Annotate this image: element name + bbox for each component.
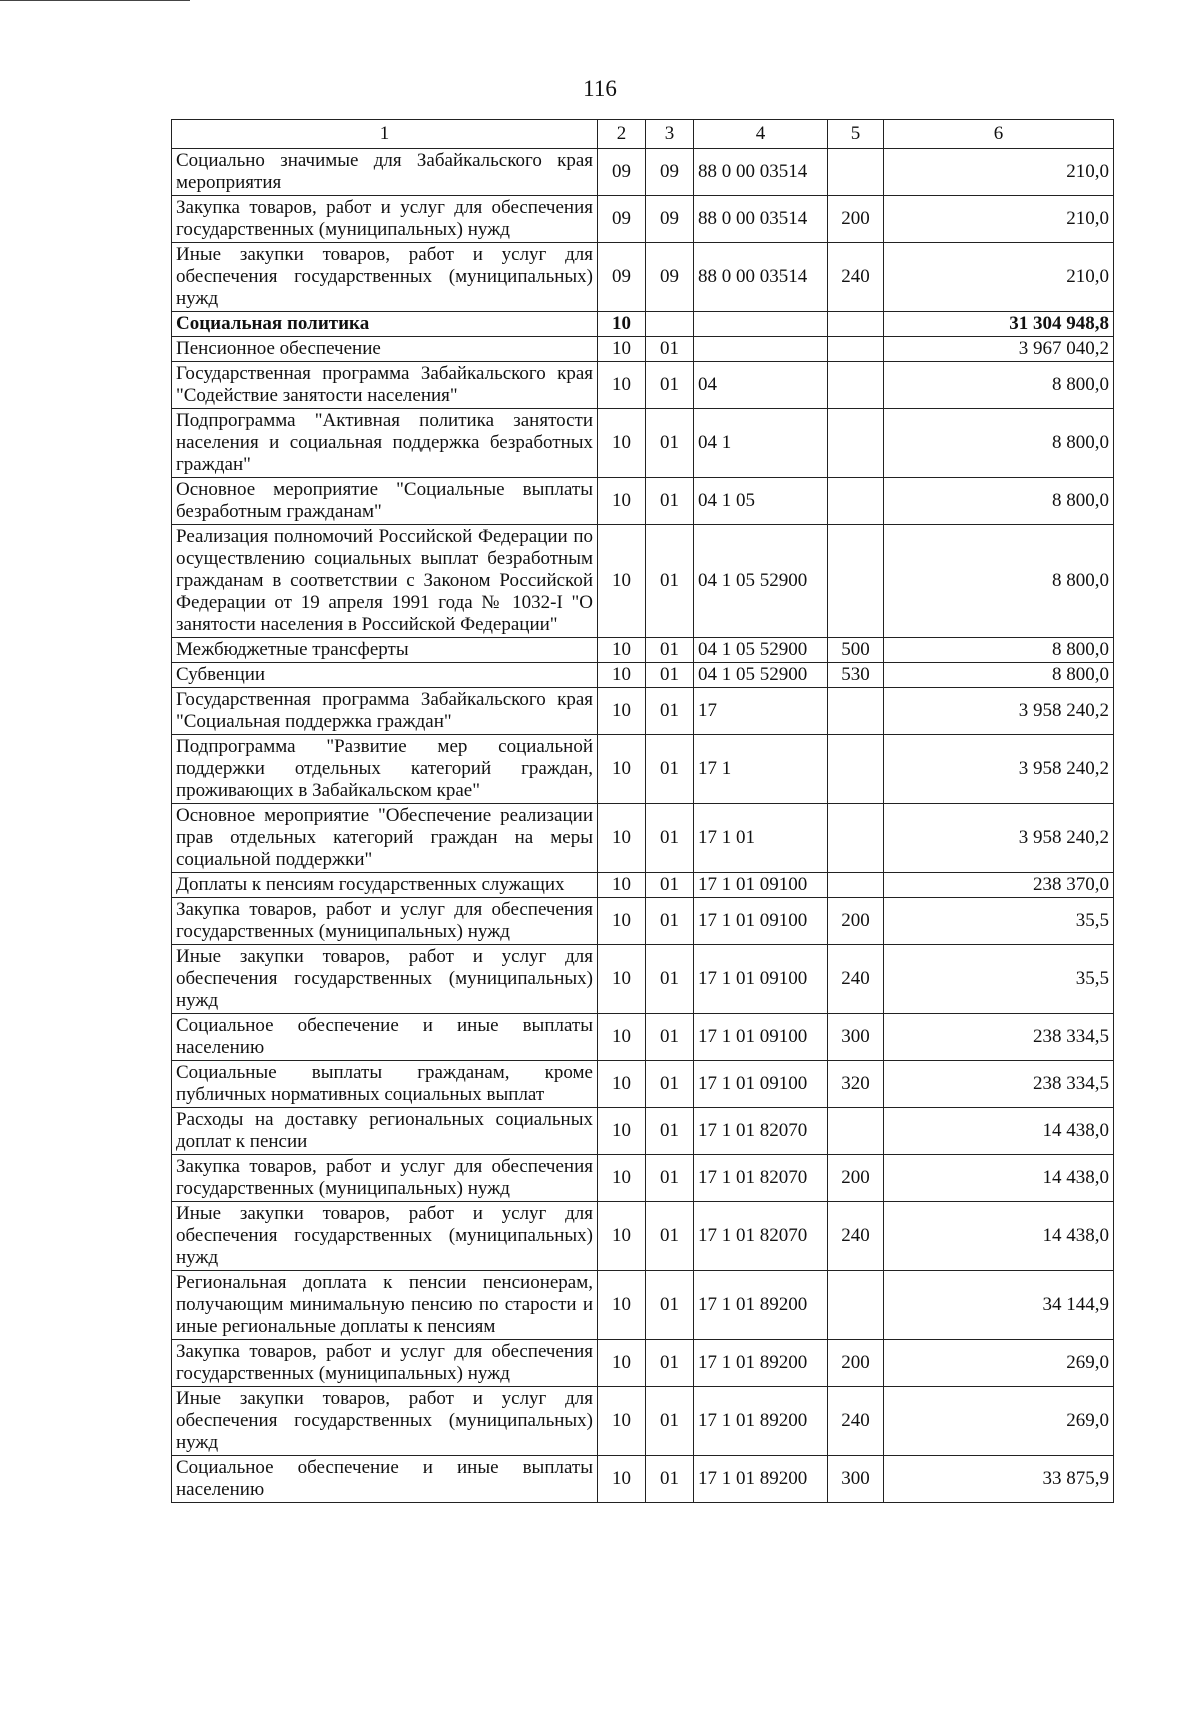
table-row (172, 196, 1114, 243)
target-article-cell: 17 1 01 89200 (694, 1387, 828, 1456)
table-row (172, 1387, 1114, 1456)
table-row (172, 804, 1114, 873)
amount-cell: 238 334,5 (884, 1061, 1114, 1108)
subsection-code-cell: 01 (646, 873, 694, 898)
subsection-code-cell: 01 (646, 1108, 694, 1155)
row-name-cell: Подпрограмма "Развитие мер социальной поддержки отдельных категорий граждан, проживающих в Забайкальском крае" (172, 735, 598, 804)
expense-type-cell (828, 409, 884, 478)
table-row (172, 243, 1114, 312)
table-body (172, 149, 1114, 1503)
amount-cell: 31 304 948,8 (884, 312, 1114, 337)
row-name-cell: Региональная доплата к пенсии пенсионерам, получающим минимальную пенсию по старости и иные региональные доплаты к пенсиям (172, 1271, 598, 1340)
subsection-code-cell: 01 (646, 735, 694, 804)
amount-cell: 210,0 (884, 243, 1114, 312)
target-article-cell: 04 1 (694, 409, 828, 478)
amount-cell: 3 958 240,2 (884, 688, 1114, 735)
subsection-code-cell: 01 (646, 1155, 694, 1202)
expense-type-cell (828, 804, 884, 873)
amount-cell: 3 967 040,2 (884, 337, 1114, 362)
subsection-code-cell: 09 (646, 196, 694, 243)
expense-type-cell: 200 (828, 196, 884, 243)
amount-cell: 14 438,0 (884, 1108, 1114, 1155)
amount-cell: 269,0 (884, 1340, 1114, 1387)
expense-type-cell: 240 (828, 1202, 884, 1271)
section-code-cell: 10 (598, 1014, 646, 1061)
subsection-code-cell: 01 (646, 804, 694, 873)
amount-cell: 238 334,5 (884, 1014, 1114, 1061)
row-name-cell: Субвенции (172, 663, 598, 688)
amount-cell: 8 800,0 (884, 638, 1114, 663)
amount-cell: 14 438,0 (884, 1155, 1114, 1202)
section-code-cell: 10 (598, 525, 646, 638)
section-code-cell: 10 (598, 1340, 646, 1387)
expense-type-cell (828, 478, 884, 525)
target-article-cell: 17 1 01 (694, 804, 828, 873)
section-code-cell: 10 (598, 312, 646, 337)
amount-cell: 8 800,0 (884, 525, 1114, 638)
expense-type-cell: 200 (828, 1155, 884, 1202)
section-code-cell: 10 (598, 898, 646, 945)
column-header: 1 (172, 120, 598, 149)
subsection-code-cell: 01 (646, 362, 694, 409)
target-article-cell: 17 1 01 82070 (694, 1155, 828, 1202)
row-name-cell: Пенсионное обеспечение (172, 337, 598, 362)
row-name-cell: Доплаты к пенсиям государственных служащих (172, 873, 598, 898)
amount-cell: 14 438,0 (884, 1202, 1114, 1271)
target-article-cell: 88 0 00 03514 (694, 243, 828, 312)
section-code-cell: 10 (598, 362, 646, 409)
target-article-cell: 17 (694, 688, 828, 735)
target-article-cell: 17 1 01 82070 (694, 1108, 828, 1155)
row-name-cell: Иные закупки товаров, работ и услуг для обеспечения государственных (муниципальных) нужд (172, 1387, 598, 1456)
row-name-cell: Расходы на доставку региональных социальных доплат к пенсии (172, 1108, 598, 1155)
budget-table (171, 119, 1114, 1503)
expense-type-cell: 500 (828, 638, 884, 663)
expense-type-cell (828, 1271, 884, 1340)
expense-type-cell (828, 1108, 884, 1155)
scan-edge-line (0, 0, 190, 1)
subsection-code-cell: 09 (646, 243, 694, 312)
amount-cell: 34 144,9 (884, 1271, 1114, 1340)
expense-type-cell: 240 (828, 945, 884, 1014)
column-header: 5 (828, 120, 884, 149)
amount-cell: 33 875,9 (884, 1456, 1114, 1503)
row-name-cell: Социальное обеспечение и иные выплаты населению (172, 1014, 598, 1061)
section-code-cell: 10 (598, 409, 646, 478)
target-article-cell (694, 312, 828, 337)
subsection-code-cell: 01 (646, 638, 694, 663)
table-header-row (172, 120, 1114, 149)
section-code-cell: 10 (598, 663, 646, 688)
section-code-cell: 09 (598, 149, 646, 196)
column-header: 4 (694, 120, 828, 149)
table-row (172, 638, 1114, 663)
subsection-code-cell: 01 (646, 525, 694, 638)
target-article-cell: 17 1 01 09100 (694, 945, 828, 1014)
table-row (172, 525, 1114, 638)
subsection-code-cell: 01 (646, 898, 694, 945)
target-article-cell: 17 1 01 89200 (694, 1271, 828, 1340)
table-row (172, 1456, 1114, 1503)
subsection-code-cell: 01 (646, 409, 694, 478)
section-code-cell: 10 (598, 688, 646, 735)
column-header: 2 (598, 120, 646, 149)
expense-type-cell: 530 (828, 663, 884, 688)
target-article-cell: 04 1 05 (694, 478, 828, 525)
amount-cell: 8 800,0 (884, 663, 1114, 688)
row-name-cell: Подпрограмма "Активная политика занятости населения и социальная поддержка безработных граждан" (172, 409, 598, 478)
amount-cell: 269,0 (884, 1387, 1114, 1456)
expense-type-cell (828, 362, 884, 409)
section-code-cell: 10 (598, 337, 646, 362)
row-name-cell: Иные закупки товаров, работ и услуг для обеспечения государственных (муниципальных) нужд (172, 945, 598, 1014)
section-code-cell: 10 (598, 804, 646, 873)
target-article-cell: 04 (694, 362, 828, 409)
row-name-cell: Социальные выплаты гражданам, кроме публичных нормативных социальных выплат (172, 1061, 598, 1108)
row-name-cell: Основное мероприятие "Социальные выплаты безработным гражданам" (172, 478, 598, 525)
amount-cell: 238 370,0 (884, 873, 1114, 898)
table-row (172, 688, 1114, 735)
row-name-cell: Основное мероприятие "Обеспечение реализации прав отдельных категорий граждан на меры социальной поддержки" (172, 804, 598, 873)
table-row (172, 1271, 1114, 1340)
target-article-cell: 17 1 01 09100 (694, 898, 828, 945)
amount-cell: 8 800,0 (884, 478, 1114, 525)
expense-type-cell: 320 (828, 1061, 884, 1108)
table-row (172, 337, 1114, 362)
amount-cell: 8 800,0 (884, 362, 1114, 409)
table-row (172, 362, 1114, 409)
table-row (172, 898, 1114, 945)
row-name-cell: Закупка товаров, работ и услуг для обеспечения государственных (муниципальных) нужд (172, 196, 598, 243)
target-article-cell: 04 1 05 52900 (694, 663, 828, 688)
section-code-cell: 10 (598, 945, 646, 1014)
column-header: 3 (646, 120, 694, 149)
amount-cell: 3 958 240,2 (884, 735, 1114, 804)
table-row (172, 1061, 1114, 1108)
table-row (172, 149, 1114, 196)
row-name-cell: Социальная политика (172, 312, 598, 337)
amount-cell: 3 958 240,2 (884, 804, 1114, 873)
subsection-code-cell: 01 (646, 1061, 694, 1108)
row-name-cell: Иные закупки товаров, работ и услуг для обеспечения государственных (муниципальных) нужд (172, 243, 598, 312)
target-article-cell: 17 1 (694, 735, 828, 804)
amount-cell: 8 800,0 (884, 409, 1114, 478)
expense-type-cell (828, 688, 884, 735)
expense-type-cell (828, 525, 884, 638)
row-name-cell: Реализация полномочий Российской Федерации по осуществлению социальных выплат безработным гражданам в соответствии с Законом Российской Федерации от 19 апреля 1991 года № 1032-I "О занятости населения в Российской Федерации" (172, 525, 598, 638)
section-code-cell: 10 (598, 1387, 646, 1456)
table-row (172, 409, 1114, 478)
row-name-cell: Социальное обеспечение и иные выплаты населению (172, 1456, 598, 1503)
table-row (172, 312, 1114, 337)
expense-type-cell: 300 (828, 1456, 884, 1503)
expense-type-cell: 300 (828, 1014, 884, 1061)
section-code-cell: 10 (598, 1456, 646, 1503)
section-code-cell: 10 (598, 1155, 646, 1202)
section-code-cell: 09 (598, 196, 646, 243)
table-row (172, 1014, 1114, 1061)
row-name-cell: Государственная программа Забайкальского края "Содействие занятости населения" (172, 362, 598, 409)
amount-cell: 210,0 (884, 149, 1114, 196)
expense-type-cell (828, 149, 884, 196)
subsection-code-cell: 01 (646, 1340, 694, 1387)
subsection-code-cell: 01 (646, 478, 694, 525)
section-code-cell: 09 (598, 243, 646, 312)
expense-type-cell (828, 873, 884, 898)
section-code-cell: 10 (598, 1108, 646, 1155)
subsection-code-cell: 01 (646, 945, 694, 1014)
row-name-cell: Государственная программа Забайкальского края "Социальная поддержка граждан" (172, 688, 598, 735)
section-code-cell: 10 (598, 478, 646, 525)
subsection-code-cell: 01 (646, 1014, 694, 1061)
target-article-cell: 88 0 00 03514 (694, 196, 828, 243)
column-header: 6 (884, 120, 1114, 149)
row-name-cell: Закупка товаров, работ и услуг для обеспечения государственных (муниципальных) нужд (172, 1155, 598, 1202)
table-row (172, 1340, 1114, 1387)
row-name-cell: Социально значимые для Забайкальского края мероприятия (172, 149, 598, 196)
row-name-cell: Межбюджетные трансферты (172, 638, 598, 663)
row-name-cell: Иные закупки товаров, работ и услуг для обеспечения государственных (муниципальных) нужд (172, 1202, 598, 1271)
amount-cell: 35,5 (884, 898, 1114, 945)
table-row (172, 1108, 1114, 1155)
subsection-code-cell: 01 (646, 1202, 694, 1271)
target-article-cell: 17 1 01 09100 (694, 1061, 828, 1108)
subsection-code-cell (646, 312, 694, 337)
target-article-cell: 04 1 05 52900 (694, 638, 828, 663)
target-article-cell: 17 1 01 82070 (694, 1202, 828, 1271)
expense-type-cell (828, 735, 884, 804)
table-row (172, 873, 1114, 898)
target-article-cell: 17 1 01 89200 (694, 1340, 828, 1387)
target-article-cell (694, 337, 828, 362)
section-code-cell: 10 (598, 1061, 646, 1108)
row-name-cell: Закупка товаров, работ и услуг для обеспечения государственных (муниципальных) нужд (172, 1340, 598, 1387)
amount-cell: 35,5 (884, 945, 1114, 1014)
amount-cell: 210,0 (884, 196, 1114, 243)
target-article-cell: 88 0 00 03514 (694, 149, 828, 196)
subsection-code-cell: 09 (646, 149, 694, 196)
target-article-cell: 04 1 05 52900 (694, 525, 828, 638)
section-code-cell: 10 (598, 873, 646, 898)
expense-type-cell (828, 337, 884, 362)
expense-type-cell: 240 (828, 243, 884, 312)
table-row (172, 478, 1114, 525)
table-row (172, 945, 1114, 1014)
target-article-cell: 17 1 01 09100 (694, 873, 828, 898)
subsection-code-cell: 01 (646, 1387, 694, 1456)
subsection-code-cell: 01 (646, 688, 694, 735)
row-name-cell: Закупка товаров, работ и услуг для обеспечения государственных (муниципальных) нужд (172, 898, 598, 945)
expense-type-cell: 200 (828, 898, 884, 945)
section-code-cell: 10 (598, 1271, 646, 1340)
table-row (172, 1155, 1114, 1202)
section-code-cell: 10 (598, 1202, 646, 1271)
page-number: 116 (583, 76, 617, 101)
subsection-code-cell: 01 (646, 1456, 694, 1503)
expense-type-cell: 200 (828, 1340, 884, 1387)
target-article-cell: 17 1 01 09100 (694, 1014, 828, 1061)
section-code-cell: 10 (598, 735, 646, 804)
section-code-cell: 10 (598, 638, 646, 663)
table-row (172, 735, 1114, 804)
target-article-cell: 17 1 01 89200 (694, 1456, 828, 1503)
expense-type-cell: 240 (828, 1387, 884, 1456)
table-row (172, 663, 1114, 688)
expense-type-cell (828, 312, 884, 337)
subsection-code-cell: 01 (646, 663, 694, 688)
subsection-code-cell: 01 (646, 337, 694, 362)
table-row (172, 1202, 1114, 1271)
subsection-code-cell: 01 (646, 1271, 694, 1340)
